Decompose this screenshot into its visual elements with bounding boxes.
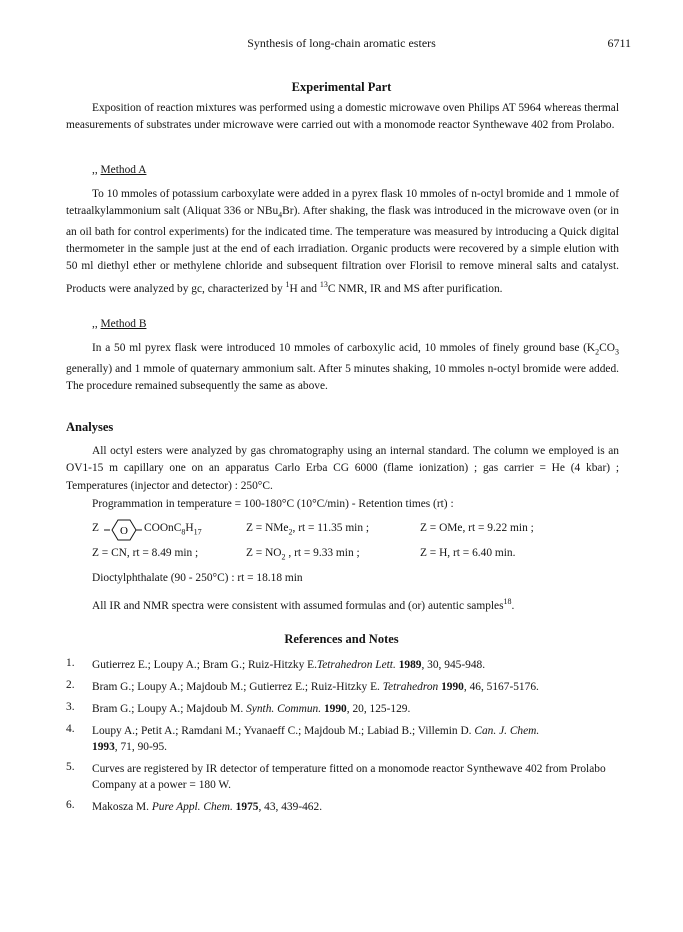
- ref-number: 1.: [66, 657, 75, 669]
- experimental-heading: Experimental Part: [291, 80, 392, 94]
- ref-year: 1990: [323, 703, 347, 715]
- ref-rest: , 20, 125-129.: [346, 703, 411, 715]
- ester-sub-1: 8: [181, 527, 186, 537]
- rt-no2: [246, 547, 360, 561]
- method-b-sub-1: 2: [595, 347, 600, 357]
- ref-number: 4.: [66, 723, 75, 735]
- method-b-part-2: CO: [599, 342, 615, 354]
- no2-sub: 2: [281, 552, 286, 562]
- reference-item: [92, 723, 612, 755]
- method-a-part-1: To 10 mmoles of potassium carboxylate were added in a pyrex flask 10 mmoles of n-octyl bromide and 1 mmole of tetraalkylammonium salt (Aliquat 336 or NBu: [66, 188, 619, 218]
- ref-rest: , 46, 5167-5176.: [463, 681, 539, 693]
- no2-a: Z = NO: [246, 547, 282, 559]
- method-a-sub-1: 4: [278, 210, 283, 220]
- method-b-paragraph: [66, 340, 619, 395]
- ref-authors: Loupy A.; Petit A.; Ramdani M.; Yvanaeff C.; Majdoub M.; Labiad B.; Villemin D.: [92, 725, 472, 737]
- rt-cn: Z = CN, rt = 8.49 min ;: [92, 547, 199, 559]
- method-a-part-3: H and: [289, 282, 320, 295]
- analyses-heading: Analyses: [66, 420, 114, 434]
- ref-journal: Pure Appl. Chem.: [151, 801, 233, 813]
- experimental-intro: [66, 100, 619, 135]
- ring-label: O: [120, 525, 128, 537]
- method-a-label: ,, Method A: [92, 164, 147, 176]
- reference-item: [92, 679, 612, 695]
- ref-authors: Gutierrez E.; Loupy A.; Bram G.; Ruiz-Hitzky E.: [92, 659, 317, 671]
- method-b-sub-2: 3: [615, 347, 619, 357]
- spectra-sup: 18: [503, 597, 512, 606]
- spectra-text: All IR and NMR spectra were consistent with assumed formulas and (or) autentic samples: [92, 599, 504, 612]
- nme2-b: , rt = 11.35 min ;: [292, 522, 370, 534]
- ref-year: 1975: [235, 801, 259, 813]
- ref-journal: Tetrahedron: [382, 681, 439, 693]
- ref-number: 6.: [66, 799, 75, 811]
- ref-journal: Tetrahedron Lett.: [316, 659, 396, 671]
- references-heading: References and Notes: [284, 632, 399, 646]
- ester-part-b: H: [185, 522, 194, 534]
- method-a-sup-2: 13: [319, 279, 328, 289]
- ref-rest: , 43, 439-462.: [258, 801, 323, 813]
- method-a-part-4: C NMR, IR and MS after purification.: [327, 282, 503, 295]
- ref-authors: Bram G.; Loupy A.; Majdoub M.: [92, 703, 244, 715]
- formula-z: Z: [92, 522, 99, 534]
- ref-journal: Synth. Commun.: [246, 703, 322, 715]
- ref-authors: Bram G.; Loupy A.; Majdoub M.; Gutierrez E.; Ruiz-Hitzky E.: [92, 681, 380, 693]
- method-b-part-1: In a 50 ml pyrex flask were introduced 10 mmoles of carboxylic acid, 10 mmoles of finely ground base (K: [92, 342, 596, 354]
- reference-item: Curves are registered by IR detector of temperature fitted on a monomode reactor Synthewave 402 from Prolabo Company at a power = 180 W.: [92, 763, 606, 791]
- ref-year: 1989: [398, 659, 422, 671]
- ref-number: 3.: [66, 701, 75, 713]
- method-b-label: ,, Method B: [92, 318, 147, 330]
- running-title: Synthesis of long-chain aromatic esters: [247, 36, 436, 50]
- programming-line: Programmation in temperature = 100-180°C (10°C/min) - Retention times (rt) :: [92, 498, 454, 510]
- method-a-sup-1: 1: [285, 279, 290, 289]
- reference-item: [92, 701, 612, 717]
- spectra-end: .: [511, 599, 515, 612]
- ref-year: 1990: [441, 681, 464, 693]
- ester-sub-2: 17: [193, 527, 202, 537]
- ester-part-a: COOnC: [144, 522, 182, 534]
- reference-item: [92, 799, 612, 815]
- method-a-paragraph: [66, 186, 619, 298]
- ref-rest: , 71, 90-95.: [114, 741, 167, 753]
- formula-ester: [144, 522, 202, 536]
- ref-journal: Can. J. Chem.: [474, 725, 540, 737]
- reference-item: [92, 657, 612, 673]
- method-a-text: Method A: [100, 164, 147, 176]
- ref-year: 1993: [92, 741, 115, 753]
- page-number: 6711: [607, 36, 631, 50]
- analyses-paragraph: [66, 443, 619, 495]
- rt-nme2: [246, 522, 369, 536]
- benzene-ring-icon: [96, 517, 148, 543]
- ref-rest: , 30, 945-948.: [421, 659, 486, 671]
- method-a-part-2: Br). After shaking, the flask was introduced in the microwave oven (or in an oil bath for control experiments) for the indicated time. The temperature was measured by introducing a Quick digital thermometer in the sample just at the end of each irradiation. Organic products were recovered by a simple elution with 50 ml diethyl ether or methylene chloride and subsequent filtration over Florisil to remove mineral salts and catalyst. Products were analyzed by gc, characterized by: [66, 205, 619, 295]
- nme2-sub: 2: [288, 527, 293, 537]
- analyses-text: All octyl esters were analyzed by gas chromatography using an internal standard. The column we employed is an OV1-15 m capillary one on an apparatus Carlo Erba CG 6000 (flame ionization) ; gas carrier = He (4 kbar) ; Temperatures (injector and detector) : 250°C.: [66, 445, 619, 492]
- method-b-text: Method B: [100, 318, 147, 330]
- rt-h: Z = H, rt = 6.40 min.: [420, 547, 516, 559]
- rt-ome: Z = OMe, rt = 9.22 min ;: [420, 522, 534, 534]
- ref-authors: Makosza M.: [92, 801, 149, 813]
- spectra-line: [92, 597, 514, 612]
- nme2-a: Z = NMe: [246, 522, 289, 534]
- intro-text: Exposition of reaction mixtures was performed using a domestic microwave oven Philips AT 5964 whereas thermal measurements of substrates under microwave were carried out with a monomode reactor Synthewave 402 from Prolabo.: [66, 102, 619, 132]
- ref-number: 5.: [66, 761, 75, 773]
- ref-number: 2.: [66, 679, 75, 691]
- no2-b: , rt = 9.33 min ;: [285, 547, 360, 559]
- method-b-part-3: generally) and 1 mmole of quaternary ammonium salt. After 5 minutes shaking, 10 mmoles n-octyl bromide were added. The procedure remained subsequently the same as above.: [66, 362, 619, 392]
- dioctylphthalate-line: Dioctylphthalate (90 - 250°C) : rt = 18.18 min: [92, 572, 303, 584]
